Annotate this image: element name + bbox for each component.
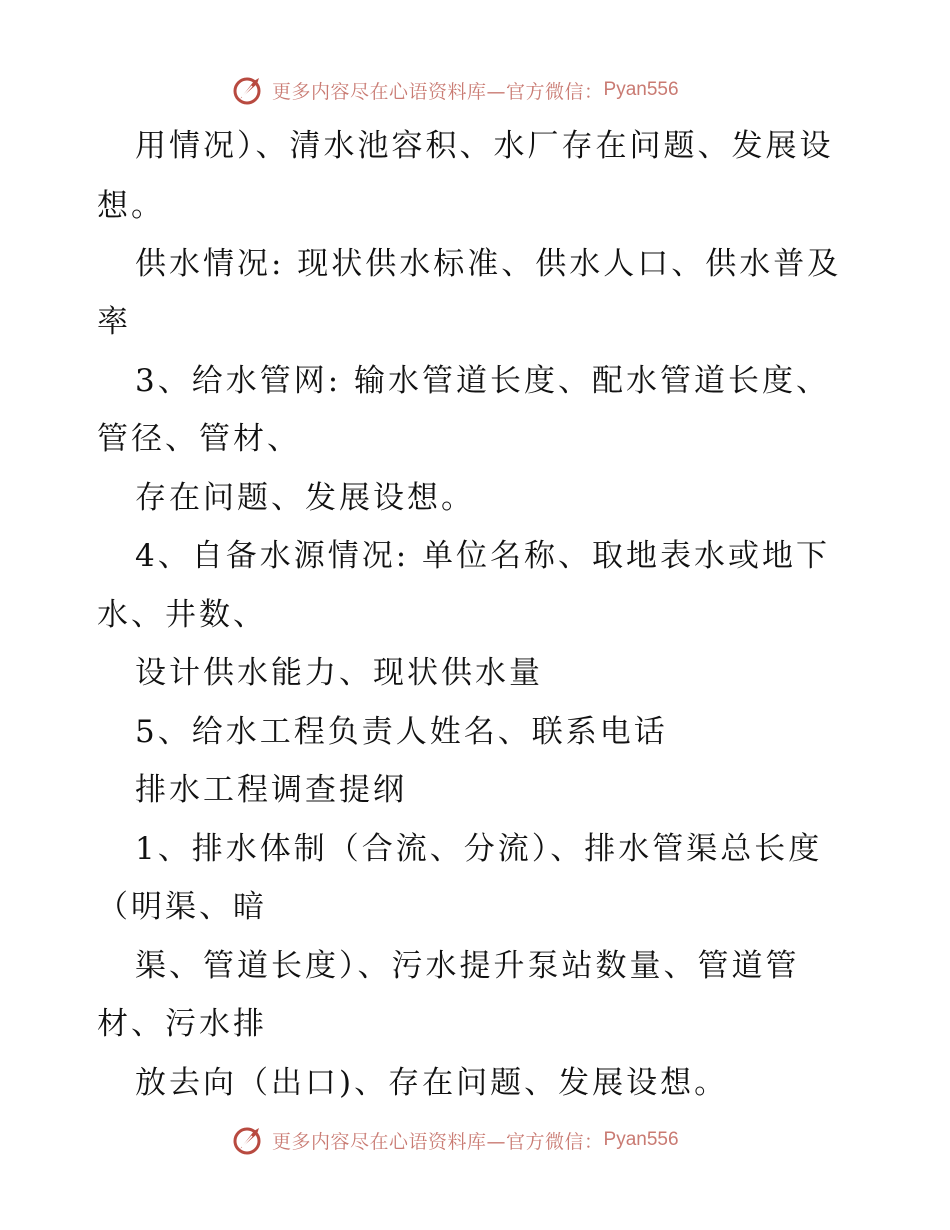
section-heading: 排水工程调查提纲 — [135, 772, 407, 808]
text-line: 管径、管材、 — [97, 421, 301, 457]
watermark-text: 更多内容尽在心语资料库—官方微信： — [272, 1130, 604, 1153]
footer-watermark — [232, 1123, 679, 1157]
quill-logo-icon — [232, 73, 266, 107]
watermark-wechat-id: Pyan556 — [603, 79, 679, 100]
text-line: 存在问题、发展设想。 — [135, 480, 475, 516]
text-line: 水、井数、 — [97, 597, 267, 633]
text-line: 率 — [97, 304, 131, 340]
text-line: 供水情况: 现状供水标准、供水人口、供水普及 — [135, 246, 842, 282]
watermark-wechat-id: Pyan556 — [603, 1129, 679, 1150]
quill-logo-icon — [232, 1123, 266, 1157]
text-line: 材、污水排 — [97, 1006, 267, 1042]
watermark-text: 更多内容尽在心语资料库—官方微信： — [272, 80, 604, 103]
text-line: 想。 — [97, 188, 165, 224]
text-line: 用情况）、清水池容积、水厂存在问题、发展设 — [135, 128, 834, 164]
text-line: 放去向（出口)、存在问题、发展设想。 — [135, 1065, 729, 1101]
header-watermark — [232, 73, 679, 107]
text-line: 5、给水工程负责人姓名、联系电话 — [135, 714, 668, 750]
text-line: 设计供水能力、现状供水量 — [135, 655, 543, 691]
text-line: 4、自备水源情况: 单位名称、取地表水或地下 — [135, 538, 831, 574]
text-line: 1、排水体制（合流、分流）、排水管渠总长度 — [135, 831, 823, 867]
text-line: 3、给水管网: 输水管道长度、配水管道长度、 — [135, 363, 831, 399]
text-line: 渠、管道长度）、污水提升泵站数量、管道管 — [135, 948, 800, 984]
text-line: （明渠、暗 — [97, 889, 267, 925]
